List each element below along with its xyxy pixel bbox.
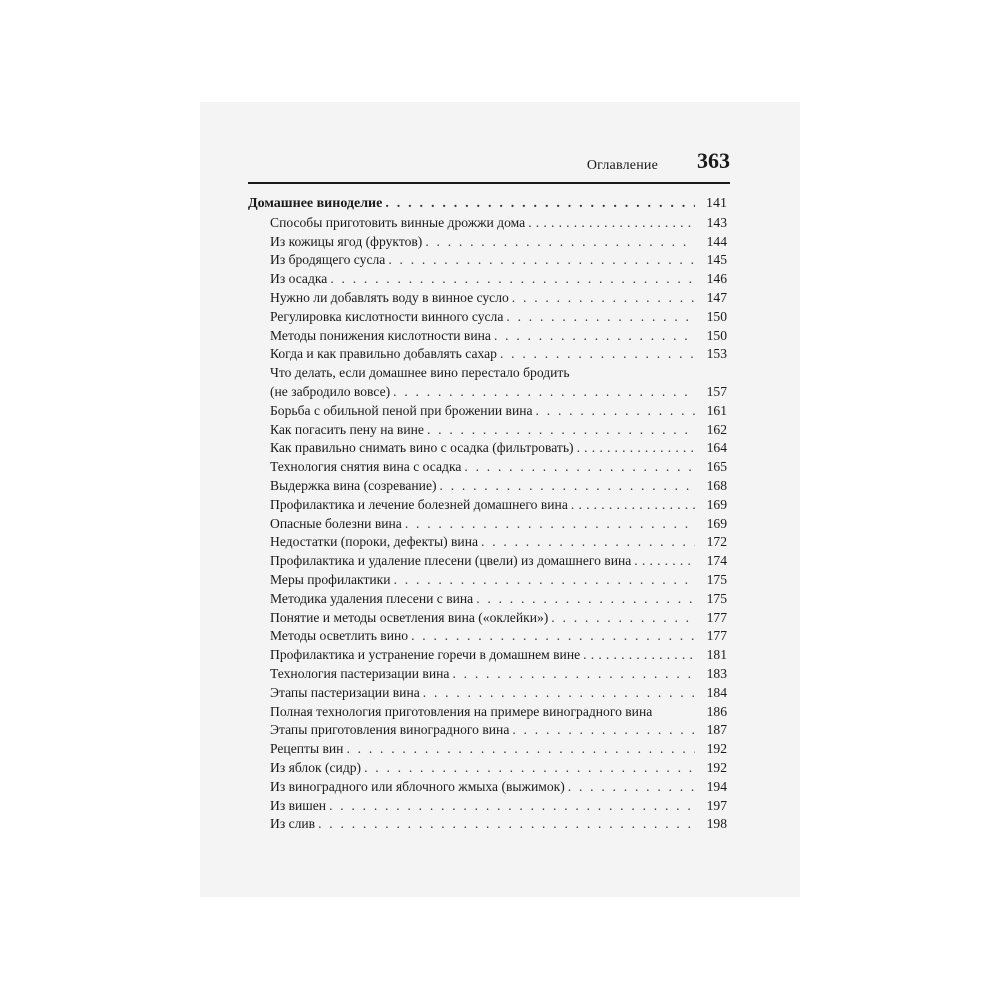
dot-leader <box>528 214 695 233</box>
toc-entry <box>248 515 730 534</box>
toc-entry <box>248 684 730 703</box>
dot-leader <box>440 477 695 496</box>
toc-entry-page: 161 <box>706 402 727 418</box>
toc-entry-main <box>248 195 730 214</box>
toc-entry <box>248 609 730 628</box>
toc-entry-title: Из кожицы ягод (фруктов) <box>270 233 423 249</box>
toc-entry <box>248 364 730 383</box>
toc-entry-page: 177 <box>706 609 727 625</box>
toc-entry-title: Этапы приготовления виноградного вина <box>270 722 510 738</box>
toc-entry-page: 147 <box>706 289 727 305</box>
toc-entry-page: 174 <box>706 553 727 569</box>
toc-entry-title: Профилактика и устранение горечи в домашнем вине <box>270 647 581 663</box>
toc-entry <box>248 308 730 327</box>
toc-entry-page: 183 <box>706 665 727 681</box>
toc-entry-page: 175 <box>706 571 727 587</box>
toc-entry <box>248 759 730 778</box>
toc-entry-title: Способы приготовить винные дрожжи дома <box>270 214 526 230</box>
toc-entry-title: Борьба с обильной пеной при брожении вина <box>270 402 533 418</box>
toc-entry-continuation <box>248 383 730 402</box>
toc-entry-title: Как правильно снимать вино с осадка (фильтровать) <box>270 440 574 456</box>
toc-entry-page: 184 <box>706 684 727 700</box>
toc-entry-page: 194 <box>706 778 727 794</box>
toc-entry-title: Нужно ли добавлять воду в винное сусло <box>270 289 509 305</box>
dot-leader <box>634 552 695 571</box>
toc-entry-title: Регулировка кислотности винного сусла <box>270 308 504 324</box>
toc-entry-title: Профилактика и удаление плесени (цвели) из домашнего вина <box>270 553 632 569</box>
toc-entry-title: Из яблок (сидр) <box>270 759 362 775</box>
toc-entry-page: 162 <box>706 421 727 437</box>
dot-leader <box>571 496 695 515</box>
toc-entry <box>248 477 730 496</box>
dot-leader <box>583 646 695 665</box>
dot-leader <box>551 609 695 628</box>
dot-leader <box>536 402 695 421</box>
header-rule <box>248 182 730 184</box>
dot-leader <box>506 308 695 327</box>
dot-leader <box>318 815 695 834</box>
table-of-contents <box>248 195 730 834</box>
toc-entry-page: 181 <box>706 647 727 663</box>
toc-entry <box>248 533 730 552</box>
dot-leader <box>393 383 695 402</box>
toc-entry-page: 192 <box>706 759 727 775</box>
dot-leader <box>494 327 695 346</box>
toc-entry-page: 186 <box>706 703 727 719</box>
toc-entry-title: Опасные болезни вина <box>270 515 402 531</box>
dot-leader <box>568 778 695 797</box>
toc-entry <box>248 439 730 458</box>
dot-leader <box>512 721 695 740</box>
toc-entry-title: Выдержка вина (созревание) <box>270 477 437 493</box>
toc-entry-title: Методы понижения кислотности вина <box>270 327 491 343</box>
dot-leader <box>512 289 695 308</box>
toc-entry-page: 146 <box>706 271 727 287</box>
dot-leader <box>464 458 695 477</box>
toc-entry <box>248 721 730 740</box>
dot-leader <box>329 797 695 816</box>
toc-entry-title: Меры профилактики <box>270 571 391 587</box>
dot-leader <box>481 533 695 552</box>
toc-entry-page: 153 <box>706 346 727 362</box>
toc-entry <box>248 496 730 515</box>
toc-entry <box>248 552 730 571</box>
dot-leader <box>452 665 695 684</box>
toc-entry-page: 144 <box>706 233 727 249</box>
toc-entry-page: 197 <box>706 797 727 813</box>
toc-entry-title: Что делать, если домашнее вино перестало бродить <box>270 365 570 381</box>
toc-entry-page: 150 <box>706 308 727 324</box>
toc-entry-title: Профилактика и лечение болезней домашнего вина <box>270 496 568 512</box>
dot-leader <box>425 233 695 252</box>
dot-leader <box>500 345 695 364</box>
toc-entry-title: Методы осветлить вино <box>270 628 409 644</box>
toc-entry <box>248 214 730 233</box>
toc-entry-title: Рецепты вин <box>270 741 344 757</box>
toc-entry-page: 172 <box>706 534 727 550</box>
toc-entry <box>248 815 730 834</box>
toc-entry-page: 143 <box>706 214 727 230</box>
toc-entry-page: 169 <box>706 515 727 531</box>
toc-entry <box>248 270 730 289</box>
toc-entry-title: Из виноградного или яблочного жмыха (выжимок) <box>270 778 565 794</box>
toc-entry-title: Технология пастеризации вина <box>270 665 450 681</box>
toc-entry <box>248 251 730 270</box>
toc-entry-page: 187 <box>706 722 727 738</box>
page-header <box>248 148 730 182</box>
toc-entry-title: Из слив <box>270 816 316 832</box>
toc-entry <box>248 402 730 421</box>
dot-leader <box>394 571 695 590</box>
toc-entry <box>248 458 730 477</box>
toc-entry <box>248 703 730 722</box>
toc-entry-page: 164 <box>706 440 727 456</box>
dot-leader <box>330 270 695 289</box>
toc-entry-page: 145 <box>706 252 727 268</box>
toc-entry <box>248 289 730 308</box>
toc-entry-title: Из бродящего сусла <box>270 252 386 268</box>
toc-entry <box>248 646 730 665</box>
toc-entry <box>248 740 730 759</box>
toc-entry-title: Недостатки (пороки, дефекты) вина <box>270 534 479 550</box>
toc-entry <box>248 627 730 646</box>
toc-entry-page: 150 <box>706 327 727 343</box>
dot-leader <box>364 759 695 778</box>
dot-leader <box>388 251 695 270</box>
running-head-title: Оглавление <box>586 158 658 173</box>
dot-leader <box>411 627 695 646</box>
toc-entry-title: Из вишен <box>270 797 327 813</box>
toc-entry-title: Понятие и методы осветления вина («оклейки») <box>270 609 549 625</box>
toc-entry <box>248 665 730 684</box>
dot-leader <box>346 740 695 759</box>
toc-entry-page: 198 <box>706 816 727 832</box>
toc-entry <box>248 233 730 252</box>
page-number: 363 <box>697 148 730 173</box>
dot-leader <box>405 515 695 534</box>
toc-entry <box>248 797 730 816</box>
toc-entry-title: Этапы пастеризации вина <box>270 684 420 700</box>
dot-leader <box>476 590 695 609</box>
toc-entry-title: Технология снятия вина с осадка <box>270 459 462 475</box>
dot-leader <box>423 684 695 703</box>
toc-entry-page: 169 <box>706 496 727 512</box>
dot-leader <box>577 439 695 458</box>
toc-entry <box>248 345 730 364</box>
toc-entry <box>248 421 730 440</box>
toc-entry-title: Полная технология приготовления на примере виноградного вина <box>270 703 653 719</box>
dot-leader <box>427 421 695 440</box>
toc-entry-title: Методика удаления плесени с вина <box>270 590 474 606</box>
toc-entry <box>248 778 730 797</box>
toc-entry-page: 177 <box>706 628 727 644</box>
toc-entry-page: 157 <box>706 383 727 399</box>
toc-entry-title: Из осадка <box>270 271 328 287</box>
toc-entry-page: 165 <box>706 459 727 475</box>
toc-entry-title: Как погасить пену на вине <box>270 421 424 437</box>
dot-leader <box>385 195 695 214</box>
toc-entry <box>248 590 730 609</box>
toc-entry <box>248 571 730 590</box>
toc-entry-title: Домашнее виноделие <box>248 196 383 211</box>
toc-entry-page: 141 <box>706 196 727 211</box>
toc-entry-title-continuation: (не забродило вовсе) <box>270 383 391 399</box>
toc-entry-title: Когда и как правильно добавлять сахар <box>270 346 497 362</box>
toc-entry <box>248 327 730 346</box>
toc-entry-page: 175 <box>706 590 727 606</box>
toc-entry-page: 192 <box>706 741 727 757</box>
toc-entry-page: 168 <box>706 477 727 493</box>
